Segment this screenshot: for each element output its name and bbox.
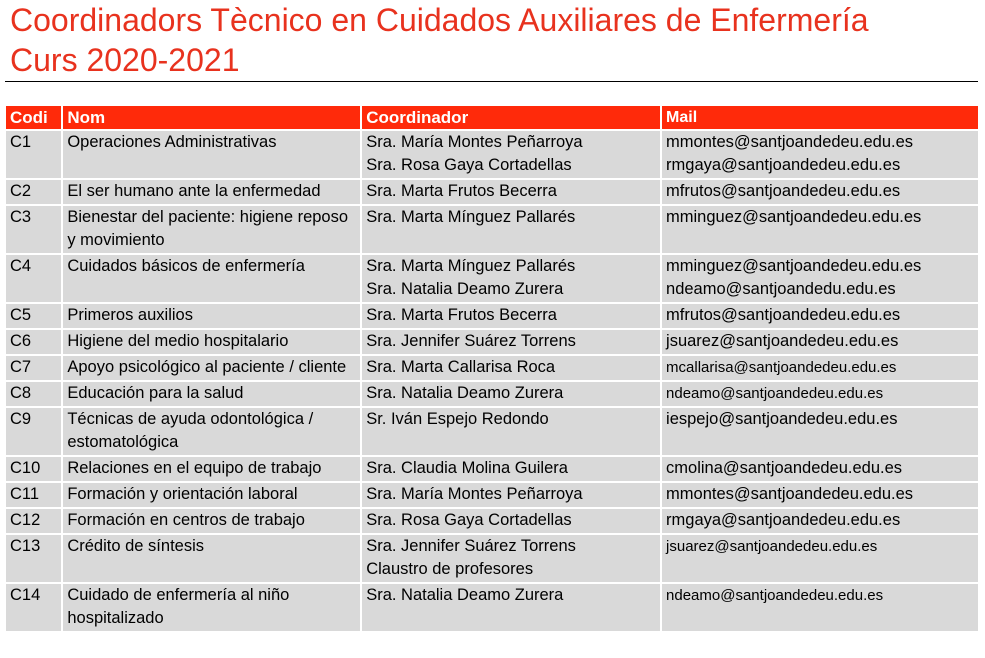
- mail-address[interactable]: ndeamo@santjoandedeu.edu.es: [666, 385, 884, 402]
- cell-mail: [662, 131, 978, 178]
- table-body: [6, 131, 978, 631]
- cell-module-name: Bienestar del paciente: higiene reposo y movimiento: [63, 206, 360, 253]
- coordinator-name: Sra. Natalia Deamo Zurera: [366, 586, 564, 604]
- cell-coordinator: [362, 483, 660, 507]
- mail-address[interactable]: rmgaya@santjoandedeu.edu.es: [666, 156, 901, 174]
- mail-address[interactable]: jsuarez@santjoandedeu.edu.es: [666, 538, 878, 555]
- coordinator-name: Sra. Natalia Deamo Zurera: [366, 280, 564, 298]
- cell-module-name: Formación y orientación laboral: [63, 483, 360, 507]
- coordinator-name: Sra. Marta Frutos Becerra: [366, 182, 557, 200]
- cell-coordinator: [362, 382, 660, 406]
- cell-code: C7: [6, 356, 61, 380]
- cell-mail: [662, 509, 978, 533]
- mail-address[interactable]: mmontes@santjoandedeu.edu.es: [666, 485, 914, 503]
- cell-mail: [662, 584, 978, 631]
- cell-module-name: Operaciones Administrativas: [63, 131, 360, 178]
- mail-address[interactable]: mfrutos@santjoandedeu.edu.es: [666, 182, 901, 200]
- table-header-row: [6, 106, 978, 129]
- table-row: [6, 535, 978, 582]
- cell-mail: [662, 457, 978, 481]
- coordinator-name: Sra. Claudia Molina Guilera: [366, 459, 568, 477]
- cell-code: C3: [6, 206, 61, 253]
- cell-coordinator: [362, 408, 660, 455]
- page-title-line-1: Coordinadors Tècnico en Cuidados Auxiliares de Enfermería: [10, 2, 869, 38]
- table-row: [6, 304, 978, 328]
- column-header-coordinator: Coordinador: [362, 106, 660, 129]
- table-row: [6, 382, 978, 406]
- coordinator-name: Sra. Natalia Deamo Zurera: [366, 384, 564, 402]
- coordinator-name: Sra. Marta Callarisa Roca: [366, 358, 556, 376]
- mail-address[interactable]: jsuarez@santjoandedeu.edu.es: [666, 332, 899, 350]
- coordinator-name: Sra. Jennifer Suárez Torrens: [366, 332, 576, 350]
- mail-address[interactable]: mmontes@santjoandedeu.edu.es: [666, 133, 914, 151]
- cell-coordinator: [362, 457, 660, 481]
- cell-code: C9: [6, 408, 61, 455]
- cell-module-name: Técnicas de ayuda odontológica / estomatológica: [63, 408, 360, 455]
- coordinator-name: Sra. Marta Frutos Becerra: [366, 306, 557, 324]
- cell-code: C1: [6, 131, 61, 178]
- cell-module-name: Formación en centros de trabajo: [63, 509, 360, 533]
- cell-mail: [662, 330, 978, 354]
- column-header-mail: Mail: [662, 106, 978, 129]
- cell-mail: [662, 206, 978, 253]
- cell-code: C8: [6, 382, 61, 406]
- cell-coordinator: [362, 584, 660, 631]
- cell-coordinator: [362, 509, 660, 533]
- coordinator-name: Sra. Rosa Gaya Cortadellas: [366, 511, 572, 529]
- cell-module-name: Apoyo psicológico al paciente / cliente: [63, 356, 360, 380]
- cell-code: C10: [6, 457, 61, 481]
- column-header-code: Codi: [6, 106, 61, 129]
- cell-module-name: Cuidados básicos de enfermería: [63, 255, 360, 302]
- page-title: [10, 0, 975, 80]
- title-divider: [5, 81, 978, 82]
- table-row: [6, 584, 978, 631]
- table-row: [6, 180, 978, 204]
- mail-address[interactable]: mfrutos@santjoandedeu.edu.es: [666, 306, 901, 324]
- page-title-line-2: Curs 2020-2021: [10, 42, 240, 78]
- column-header-name: Nom: [63, 106, 360, 129]
- table-row: [6, 330, 978, 354]
- cell-coordinator: [362, 356, 660, 380]
- cell-code: C2: [6, 180, 61, 204]
- cell-code: C11: [6, 483, 61, 507]
- cell-coordinator: [362, 255, 660, 302]
- mail-address[interactable]: ndeamo@santjoandedu.edu.es: [666, 280, 896, 298]
- cell-module-name: Crédito de síntesis: [63, 535, 360, 582]
- cell-mail: [662, 535, 978, 582]
- cell-code: C14: [6, 584, 61, 631]
- table-row: [6, 483, 978, 507]
- cell-code: C6: [6, 330, 61, 354]
- cell-mail: [662, 255, 978, 302]
- coordinator-name: Sra. Marta Mínguez Pallarés: [366, 257, 576, 275]
- coordinator-name: Sra. Jennifer Suárez Torrens: [366, 537, 576, 555]
- cell-coordinator: [362, 330, 660, 354]
- coordinator-name: Sra. Marta Mínguez Pallarés: [366, 208, 576, 226]
- coordinator-name: Sra. María Montes Peñarroya: [366, 485, 583, 503]
- cell-coordinator: [362, 535, 660, 582]
- cell-coordinator: [362, 304, 660, 328]
- cell-module-name: Relaciones en el equipo de trabajo: [63, 457, 360, 481]
- table-row: [6, 408, 978, 455]
- coordinator-name: Sra. Rosa Gaya Cortadellas: [366, 156, 572, 174]
- table-row: [6, 457, 978, 481]
- coordinator-name: Claustro de profesores: [366, 560, 534, 578]
- table-row: [6, 206, 978, 253]
- coordinator-name: Sra. María Montes Peñarroya: [366, 133, 583, 151]
- cell-module-name: Primeros auxilios: [63, 304, 360, 328]
- mail-address[interactable]: iespejo@santjoandedeu.edu.es: [666, 410, 898, 428]
- mail-address[interactable]: rmgaya@santjoandedeu.edu.es: [666, 511, 901, 529]
- cell-mail: [662, 483, 978, 507]
- cell-mail: [662, 356, 978, 380]
- cell-module-name: Cuidado de enfermería al niño hospitalizado: [63, 584, 360, 631]
- mail-address[interactable]: ndeamo@santjoandedeu.edu.es: [666, 587, 884, 604]
- cell-mail: [662, 408, 978, 455]
- cell-code: C5: [6, 304, 61, 328]
- table-row: [6, 356, 978, 380]
- mail-address[interactable]: mcallarisa@santjoandedeu.edu.es: [666, 359, 897, 376]
- cell-code: C13: [6, 535, 61, 582]
- mail-address[interactable]: cmolina@santjoandedeu.edu.es: [666, 459, 903, 477]
- cell-mail: [662, 382, 978, 406]
- cell-coordinator: [362, 206, 660, 253]
- coordinators-table: [4, 104, 980, 633]
- cell-mail: [662, 180, 978, 204]
- cell-module-name: Educación para la salud: [63, 382, 360, 406]
- cell-coordinator: [362, 180, 660, 204]
- cell-code: C4: [6, 255, 61, 302]
- table-row: [6, 509, 978, 533]
- cell-module-name: Higiene del medio hospitalario: [63, 330, 360, 354]
- mail-address[interactable]: mminguez@santjoandedeu.edu.es: [666, 257, 922, 275]
- cell-module-name: El ser humano ante la enfermedad: [63, 180, 360, 204]
- mail-address[interactable]: mminguez@santjoandedeu.edu.es: [666, 208, 922, 226]
- cell-mail: [662, 304, 978, 328]
- table-row: [6, 131, 978, 178]
- cell-coordinator: [362, 131, 660, 178]
- cell-code: C12: [6, 509, 61, 533]
- coordinator-name: Sr. Iván Espejo Redondo: [366, 410, 549, 428]
- table-row: [6, 255, 978, 302]
